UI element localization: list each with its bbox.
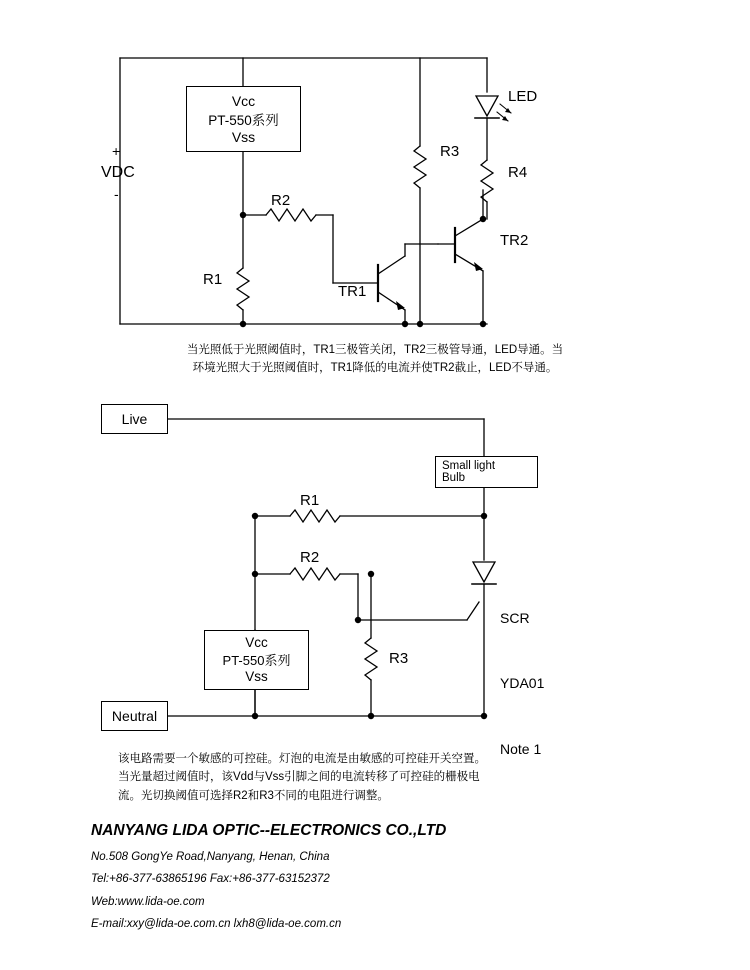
supply-minus-label: - [114, 186, 119, 202]
company-web: Web:www.lida-oe.com [91, 895, 205, 908]
company-phone: Tel:+86-377-63865196 Fax:+86-377-63152372 [91, 873, 330, 886]
terminal-live-label: Live [121, 411, 148, 427]
resistor-r3-label-top: R3 [440, 143, 460, 160]
ic-box-bottom [204, 630, 309, 690]
resistor-r1-label-bottom: R1 [300, 492, 320, 509]
light-bulb-box [435, 456, 538, 488]
ic-vss-label-bottom: Vss [245, 669, 268, 684]
terminal-live [101, 404, 168, 434]
ic-vcc-label-top: Vcc [231, 93, 256, 109]
ic-vcc-label-bottom: Vcc [245, 635, 268, 650]
transistor-tr2-label: TR2 [500, 232, 529, 249]
scr-label-line1: SCR [500, 610, 530, 627]
ic-vss-label-top: Vss [231, 129, 256, 145]
supply-vdc-label: VDC [101, 164, 135, 181]
resistor-r3-label-bottom: R3 [389, 650, 409, 667]
caption-top-line2: 环境光照大于光照阈值时，TR1降低的电流并使TR2截止，LED不导通。 [192, 361, 558, 374]
terminal-neutral [101, 701, 168, 731]
caption-bottom-line3: 流。光切换阈值可选择R2和R3不同的电阻进行调整。 [118, 789, 389, 802]
resistor-r1-label-top: R1 [203, 271, 223, 288]
ic-part-label-top: PT-550系列 [208, 113, 279, 128]
company-address: No.508 GongYe Road,Nanyang, Henan, China [91, 851, 330, 863]
caption-top-line1: 当光照低于光照阈值时，TR1三极管关闭，TR2三极管导通，LED导通。当 [186, 344, 564, 356]
light-bulb-label-line1: Small light [442, 460, 496, 472]
company-name: NANYANG LIDA OPTIC--ELECTRONICS CO.,LTD [91, 822, 447, 839]
resistor-r2-label-top: R2 [271, 192, 291, 209]
terminal-neutral-label: Neutral [111, 708, 158, 724]
transistor-tr1-label: TR1 [338, 283, 367, 300]
light-bulb-label-line2: Bulb [442, 472, 466, 484]
ic-box-top [186, 86, 301, 152]
led-label: LED [508, 88, 538, 105]
caption-bottom-line1: 该电路需要一个敏感的可控硅。灯泡的电流是由敏感的可控硅开关空置。 [118, 753, 486, 765]
company-contact [91, 846, 341, 936]
supply-plus-label: + [112, 143, 121, 159]
resistor-r4-label-top: R4 [508, 164, 528, 181]
caption-top [110, 342, 640, 378]
ic-part-label-bottom: PT-550系列 [222, 653, 291, 668]
scr-label-line2: YDA01 [500, 675, 545, 692]
company-email: E-mail:xxy@lida-oe.com.cn lxh8@lida-oe.com.cn [91, 918, 342, 931]
scr-label-line3: Note 1 [500, 740, 542, 757]
caption-bottom-line2: 当光量超过阈值时，该Vdd与Vss引脚之间的电流转移了可控硅的栅极电 [118, 771, 480, 784]
caption-bottom [118, 750, 638, 805]
resistor-r2-label-bottom: R2 [300, 549, 320, 566]
